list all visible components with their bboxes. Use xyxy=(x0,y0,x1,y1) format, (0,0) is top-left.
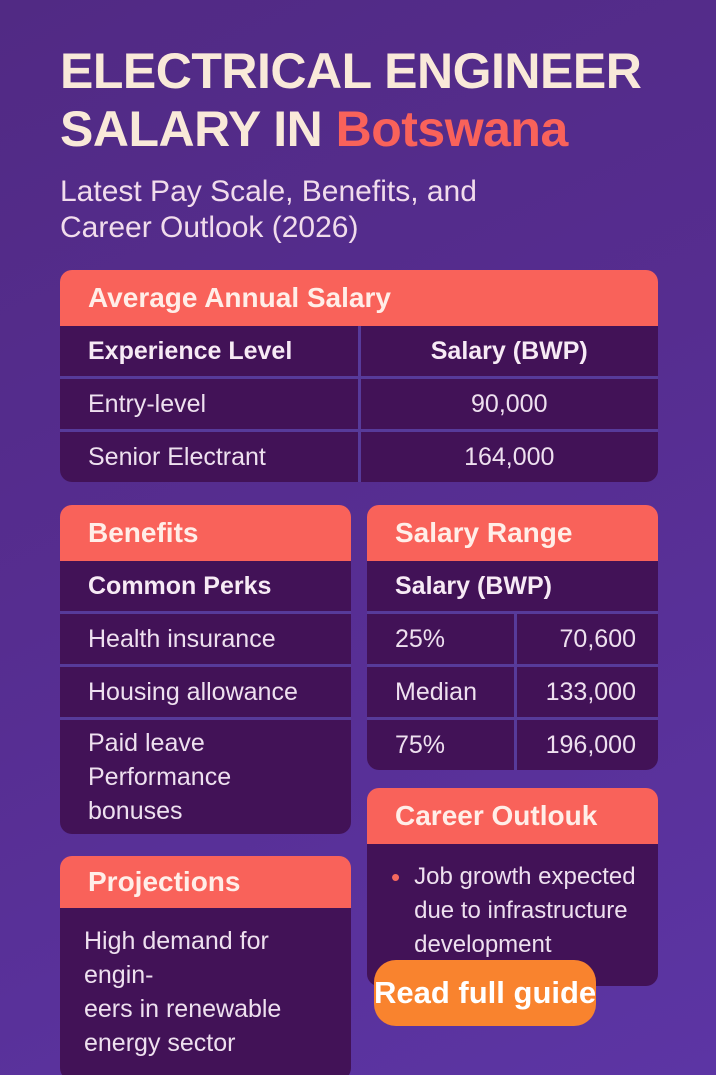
projections-card xyxy=(60,856,351,1075)
table-row-label: Entry-level xyxy=(60,379,358,429)
percentile-value: 70,600 xyxy=(517,614,658,664)
salary-range-table xyxy=(367,561,658,770)
projections-text-line: eers in renewable xyxy=(84,995,282,1023)
career-outlook-header: Career Outlouk xyxy=(367,788,658,844)
two-column-zone xyxy=(60,505,658,1075)
percentile-label: 75% xyxy=(367,720,514,770)
average-annual-salary-header: Average Annual Salary xyxy=(60,270,658,326)
bullet-icon: • xyxy=(391,862,401,892)
benefit-item: Housing allowance xyxy=(60,667,351,717)
benefits-card xyxy=(60,505,351,834)
salary-range-card xyxy=(367,505,658,770)
column-header-salary-bwp: Salary (BWP) xyxy=(367,561,658,611)
benefits-header: Benefits xyxy=(60,505,351,561)
page-title xyxy=(60,42,658,158)
title-country-accent: Botswana xyxy=(335,101,568,157)
title-line-2 xyxy=(60,100,658,158)
read-full-guide-button[interactable]: Read full guide xyxy=(374,960,596,1026)
career-bullet-line: development xyxy=(414,931,552,958)
career-outlook-bullet-text xyxy=(414,860,635,962)
projections-header: Projections xyxy=(60,856,351,908)
column-header-salary-bwp: Salary (BWP) xyxy=(361,326,659,376)
table-row-label: Senior Electrant xyxy=(60,432,358,482)
projections-text-line: High demand for engin- xyxy=(84,927,269,989)
career-bullet-line: Job growth expected xyxy=(414,863,636,890)
career-bullet-line: due to infrastructure xyxy=(414,897,628,924)
percentile-label: 25% xyxy=(367,614,514,664)
table-row-value: 90,000 xyxy=(361,379,659,429)
benefits-table xyxy=(60,561,351,834)
column-header-common-perks: Common Perks xyxy=(60,561,351,611)
benefit-item: Health insurance xyxy=(60,614,351,664)
page-subtitle xyxy=(60,174,658,246)
title-line-1: ELECTRICAL ENGINEER xyxy=(60,43,642,99)
right-column xyxy=(367,505,658,1075)
subtitle-line-1: Latest Pay Scale, Benefits, and xyxy=(60,175,477,208)
average-annual-salary-table xyxy=(60,326,658,482)
table-row-value: 164,000 xyxy=(361,432,659,482)
percentile-label: Median xyxy=(367,667,514,717)
average-annual-salary-card xyxy=(60,270,658,482)
benefit-item-line: Paid leave xyxy=(88,729,205,757)
percentile-value: 133,000 xyxy=(517,667,658,717)
career-outlook-card xyxy=(367,788,658,1026)
column-header-experience-level: Experience Level xyxy=(60,326,358,376)
benefit-item xyxy=(60,720,351,834)
benefit-item-line: Performance bonuses xyxy=(88,763,232,825)
salary-range-header: Salary Range xyxy=(367,505,658,561)
title-line-2-text: SALARY IN xyxy=(60,101,323,157)
projections-text-line: energy sector xyxy=(84,1029,236,1057)
projections-body xyxy=(60,908,351,1075)
left-column xyxy=(60,505,351,1075)
percentile-value: 196,000 xyxy=(517,720,658,770)
subtitle-line-2: Career Outlook (2026) xyxy=(60,211,359,244)
